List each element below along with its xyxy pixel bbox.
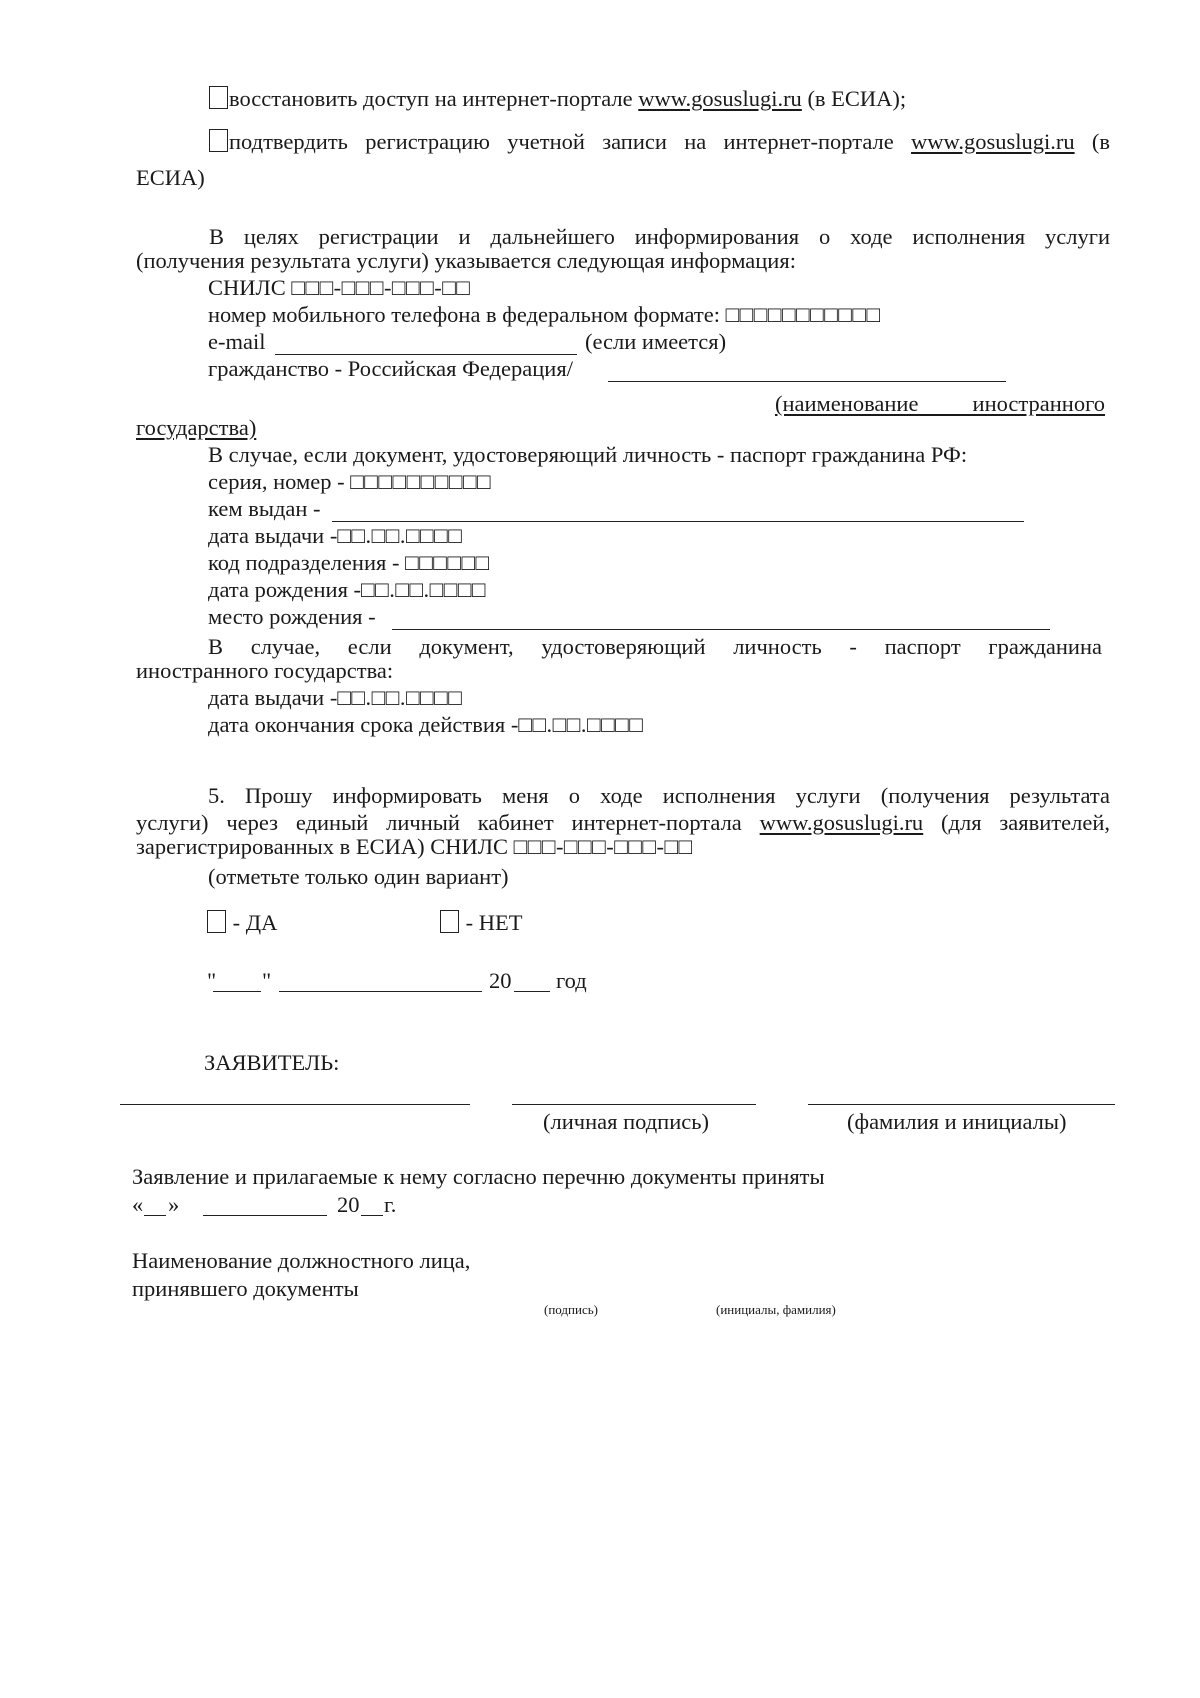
acceptance-year-suffix: г. (384, 1192, 397, 1217)
passport-series-input-cells[interactable]: □□□□□□□□□□ (350, 469, 492, 494)
date-year-suffix: год (556, 968, 587, 993)
date-month-input-line[interactable] (279, 991, 482, 992)
foreign-state-caption: (наименование иностранного (775, 391, 1105, 416)
email-label: e-mail (208, 329, 266, 354)
official-initials-caption: (инициалы, фамилия) (716, 1302, 836, 1317)
email-input-line[interactable] (275, 354, 577, 355)
item5-line1: 5. Прошу информировать меня о ходе исполнения услуги (получения результата (208, 783, 1110, 808)
foreign-expiry-input-cells[interactable]: □□.□□.□□□□ (518, 712, 644, 737)
date-year-prefix: 20 (489, 968, 512, 993)
dept-code-input-cells[interactable]: □□□□□□ (405, 550, 490, 575)
acceptance-year-input-line[interactable] (361, 1215, 383, 1216)
foreign-state-input-line[interactable] (608, 381, 1006, 382)
confirm-registration-checkbox[interactable] (209, 129, 228, 152)
item5-hint: (отметьте только один вариант) (208, 864, 509, 889)
item5-snils-input-cells[interactable]: □□□-□□□-□□□-□□ (513, 834, 693, 859)
snils-field: СНИЛС □□□-□□□-□□□-□□ (208, 275, 471, 300)
item5-line3: зарегистрированных в ЕСИА) СНИЛС □□□-□□□-□□□-□□ (136, 834, 693, 859)
official-sign-caption: (подпись) (544, 1302, 598, 1317)
applicant-name-input-line[interactable] (808, 1104, 1115, 1105)
gosuslugi-link[interactable]: www.gosuslugi.ru (911, 129, 1075, 154)
passport-foreign-heading-line2: иностранного государства: (136, 658, 394, 683)
citizenship-label: гражданство - Российская Федерация/ (208, 356, 573, 381)
foreign-issue-date-field: дата выдачи -□□.□□.□□□□ (208, 685, 463, 710)
date-quote-open: " (207, 968, 217, 993)
gosuslugi-link[interactable]: www.gosuslugi.ru (759, 810, 924, 835)
official-line1: Наименование должностного лица, (132, 1248, 471, 1273)
item5-line2: услуги) через единый личный кабинет интернет-портала www.gosuslugi.ru (для заявителей, (136, 810, 1110, 835)
issued-by-input-line[interactable] (332, 521, 1024, 522)
registration-intro-line2: (получения результата услуги) указывается следующая информация: (136, 248, 796, 273)
birth-date-input-cells[interactable]: □□.□□.□□□□ (361, 577, 487, 602)
passport-issue-date-input-cells[interactable]: □□.□□.□□□□ (337, 523, 463, 548)
option-no: - НЕТ (440, 910, 522, 935)
registration-intro-line1: В целях регистрации и дальнейшего информирования о ходе исполнения услуги (209, 224, 1110, 249)
dept-code-field: код подразделения - □□□□□□ (208, 550, 490, 575)
restore-access-checkbox[interactable] (209, 86, 228, 109)
passport-series-field: серия, номер - □□□□□□□□□□ (208, 469, 492, 494)
applicant-position-input-line[interactable] (120, 1104, 470, 1105)
no-checkbox[interactable] (440, 910, 459, 933)
acceptance-month-input-line[interactable] (203, 1215, 327, 1216)
passport-rf-heading: В случае, если документ, удостоверяющий личность - паспорт гражданина РФ: (208, 442, 968, 467)
date-day-input-line[interactable] (213, 991, 261, 992)
phone-input-cells[interactable]: □□□□□□□□□□□ (725, 302, 881, 327)
applicant-signature-input-line[interactable] (512, 1104, 756, 1105)
passport-foreign-heading-line1: В случае, если документ, удостоверяющий личность - паспорт гражданина (208, 634, 1102, 659)
passport-issue-date-field: дата выдачи -□□.□□.□□□□ (208, 523, 463, 548)
acceptance-day-input-line[interactable] (144, 1215, 166, 1216)
applicant-label: ЗАЯВИТЕЛЬ: (204, 1050, 340, 1075)
signature-caption: (личная подпись) (543, 1109, 709, 1134)
phone-field: номер мобильного телефона в федеральном формате: □□□□□□□□□□□ (208, 302, 881, 327)
option-confirm-registration: подтвердить регистрацию учетной записи на интернет-портале www.gosuslugi.ru (в (209, 128, 1110, 155)
email-note: (если имеется) (585, 329, 727, 354)
option-yes: - ДА (207, 910, 277, 935)
birth-date-field: дата рождения -□□.□□.□□□□ (208, 577, 487, 602)
birth-place-input-line[interactable] (392, 629, 1050, 630)
foreign-issue-date-input-cells[interactable]: □□.□□.□□□□ (337, 685, 463, 710)
date-quote-close: " (262, 968, 272, 993)
birth-place-label: место рождения - (208, 604, 376, 629)
yes-checkbox[interactable] (207, 910, 226, 933)
acceptance-line1: Заявление и прилагаемые к нему согласно перечню документы приняты (132, 1164, 825, 1189)
name-caption: (фамилия и инициалы) (847, 1109, 1067, 1134)
gosuslugi-link[interactable]: www.gosuslugi.ru (638, 86, 802, 111)
acceptance-quote-close: » (168, 1192, 180, 1217)
confirm-registration-tail: ЕСИА) (136, 165, 205, 190)
foreign-expiry-field: дата окончания срока действия -□□.□□.□□□□ (208, 712, 644, 737)
date-year-input-line[interactable] (514, 991, 550, 992)
foreign-state-caption-tail: государства) (136, 415, 257, 440)
snils-input-cells[interactable]: □□□-□□□-□□□-□□ (291, 275, 471, 300)
option-restore-access: восстановить доступ на интернет-портале www.gosuslugi.ru (в ЕСИА); (209, 86, 906, 111)
issued-by-label: кем выдан - (208, 496, 321, 521)
acceptance-quote-open: « (132, 1192, 144, 1217)
official-line2: принявшего документы (132, 1276, 359, 1301)
acceptance-year-prefix: 20 (337, 1192, 360, 1217)
